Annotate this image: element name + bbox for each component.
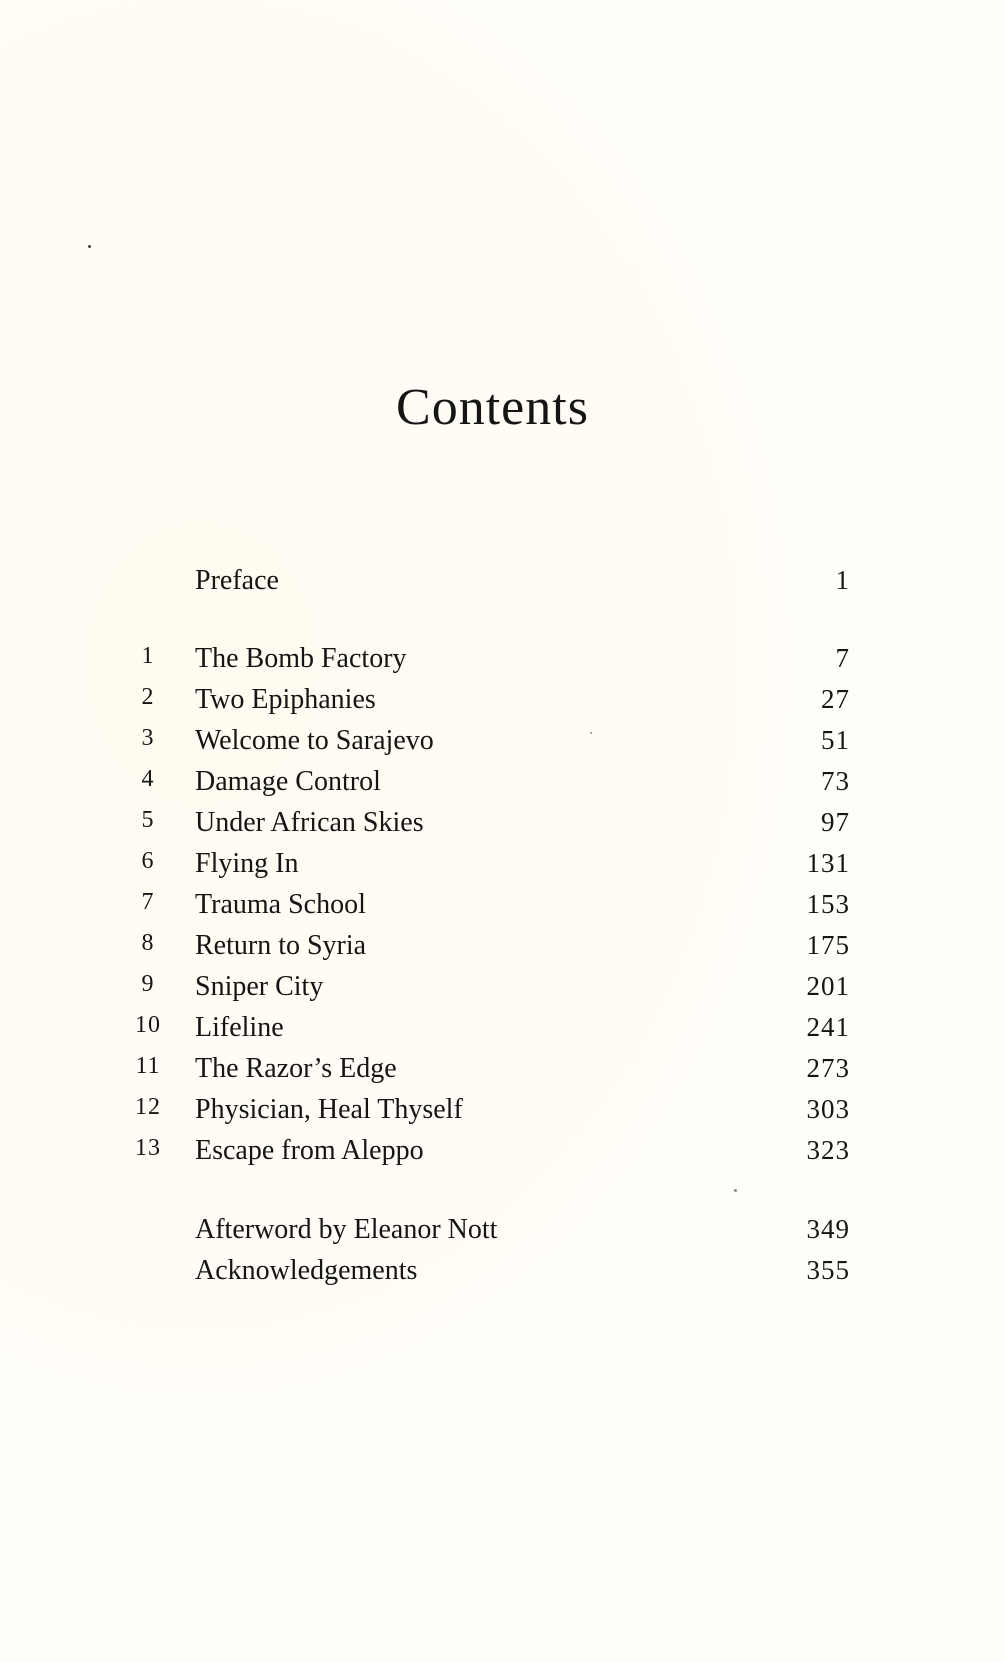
toc-entry-label: Under African Skies — [195, 807, 424, 838]
print-speck — [734, 1189, 737, 1192]
toc-entry-page: 273 — [806, 1053, 850, 1083]
toc-entry-page: 201 — [806, 971, 850, 1001]
chapter-number: 7 — [141, 889, 155, 915]
chapter-number: 2 — [141, 684, 155, 710]
toc-entry-label: Welcome to Sarajevo — [195, 725, 434, 756]
toc-entry-page: 27 — [821, 684, 850, 714]
toc-entry-chapter — [0, 889, 1005, 927]
toc-entry-page: 175 — [806, 930, 850, 960]
toc-entry-page: 323 — [806, 1135, 850, 1165]
toc-entry-chapter — [0, 684, 1005, 722]
toc-entry-label: Flying In — [195, 848, 299, 879]
toc-entry-page: 51 — [821, 725, 850, 755]
toc-entry-chapter — [0, 1094, 1005, 1132]
toc-entry-label: Physician, Heal Thyself — [195, 1094, 463, 1125]
page-title: Contents — [396, 379, 589, 436]
print-speck — [88, 245, 91, 248]
toc-entry-label: Sniper City — [195, 971, 324, 1002]
toc-entry-page: 97 — [821, 807, 850, 837]
toc-entry-page: 303 — [806, 1094, 850, 1124]
toc-entry-label: Preface — [195, 565, 279, 596]
chapter-number: 3 — [141, 725, 155, 751]
toc-entry-chapter — [0, 725, 1005, 763]
toc-entry-label: Acknowledgements — [195, 1255, 418, 1286]
toc-entry-label: Two Epiphanies — [195, 684, 376, 715]
toc-entry-label: Lifeline — [195, 1012, 284, 1043]
toc-entry-chapter — [0, 930, 1005, 968]
toc-entry-label: Afterword by Eleanor Nott — [195, 1214, 498, 1245]
toc-entry-page: 73 — [821, 766, 850, 796]
toc-entry-label: Escape from Aleppo — [195, 1135, 424, 1166]
toc-entry-chapter — [0, 766, 1005, 804]
chapter-number: 4 — [141, 766, 155, 792]
chapter-number: 13 — [135, 1135, 161, 1161]
toc-entry-page: 131 — [806, 848, 850, 878]
print-speck — [590, 732, 592, 734]
toc-entry-chapter — [0, 1012, 1005, 1050]
chapter-number: 1 — [141, 643, 155, 669]
toc-entry-page: 7 — [835, 643, 850, 673]
toc-entry-chapter — [0, 643, 1005, 681]
toc-entry-chapter — [0, 971, 1005, 1009]
toc-entry-label: Trauma School — [195, 889, 366, 920]
toc-entry-label: The Razor’s Edge — [195, 1053, 397, 1084]
chapter-number: 12 — [135, 1094, 161, 1120]
chapter-number: 5 — [141, 807, 155, 833]
toc-entry-label: Damage Control — [195, 766, 381, 797]
toc-entry-chapter — [0, 848, 1005, 886]
toc-entry-page: 355 — [806, 1255, 850, 1285]
toc-entry-page: 241 — [806, 1012, 850, 1042]
toc-entry-chapter — [0, 807, 1005, 845]
toc-entry-page: 153 — [806, 889, 850, 919]
chapter-number: 11 — [135, 1053, 161, 1079]
chapter-number: 9 — [141, 971, 155, 997]
toc-entry-preface — [0, 565, 1005, 603]
chapter-number: 6 — [141, 848, 155, 874]
toc-entry-acknowledgements — [0, 1255, 1005, 1293]
toc-entry-label: The Bomb Factory — [195, 643, 407, 674]
chapter-number: 8 — [141, 930, 155, 956]
toc-entry-page: 349 — [806, 1214, 850, 1244]
chapter-number: 10 — [135, 1012, 161, 1038]
toc-entry-page: 1 — [835, 565, 850, 595]
toc-entry-label: Return to Syria — [195, 930, 367, 961]
toc-entry-chapter — [0, 1135, 1005, 1173]
toc-entry-chapter — [0, 1053, 1005, 1091]
toc-entry-afterword — [0, 1214, 1005, 1252]
